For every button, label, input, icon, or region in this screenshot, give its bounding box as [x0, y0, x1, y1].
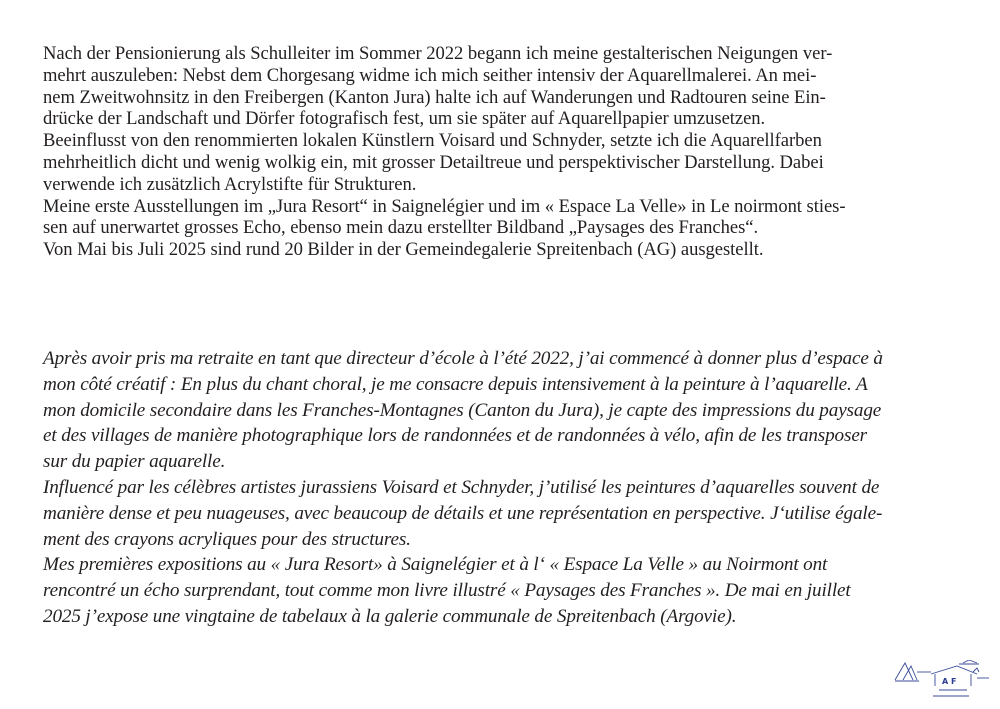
text-line: mon domicile secondaire dans les Franches-Montagnes (Canton du Jura), je capte des impressions du paysage: [43, 399, 882, 421]
text-line: mehrheitlich dicht und wenig wolkig ein, mit grosser Detailtreue und perspektivischer Darstellung. Dabei: [43, 151, 824, 173]
text-line: ment des crayons acryliques pour des structures.: [43, 528, 411, 550]
text-line: Mes premières expositions au « Jura Resort» à Saignelégier et à l‘ « Espace La Velle » au Noirmont ont: [43, 554, 828, 576]
text-line: mon côté créatif : En plus du chant choral, je me consacre depuis intensivement à la peinture à l’aquarelle. A: [43, 373, 868, 395]
text-line: Von Mai bis Juli 2025 sind rund 20 Bilder in der Gemeindegalerie Spreitenbach (AG) ausgestellt.: [43, 239, 764, 261]
text-line: Beeinflusst von den renommierten lokalen Künstlern Voisard und Schnyder, setzte ich die Aquarellfarben: [43, 130, 822, 152]
text-line: manière dense et peu nuageuses, avec beaucoup de détails et une représentation en perspective. J‘utilise égale-: [43, 502, 883, 524]
german-paragraph: [43, 43, 983, 261]
text-line: 2025 j’expose une vingtaine de tabelaux à la galerie communale de Spreitenbach (Argovie).: [43, 605, 737, 627]
text-line: sen auf unerwartet grosses Echo, ebenso mein dazu erstellter Bildband „Paysages des Franches“.: [43, 217, 759, 239]
text-line: et des villages de manière photographique lors de randonnées et de randonnées à vélo, afin de les transposer: [43, 425, 868, 447]
sketch-logo-icon: [893, 660, 993, 704]
french-paragraph: [43, 346, 983, 630]
text-line: rencontré un écho surprendant, tout comme mon livre illustré « Paysages des Franches ». De mai en juillet: [43, 580, 851, 602]
logo-letters: A F: [942, 677, 957, 686]
text-line: drücke der Landschaft und Dörfer fotografisch fest, um sie später auf Aquarellpapier umzusetzen.: [43, 108, 766, 130]
text-line: Meine erste Ausstellungen im „Jura Resort“ in Saignelégier und im « Espace La Velle» in Le noirmont sties-: [43, 195, 846, 217]
text-line: Nach der Pensionierung als Schulleiter im Sommer 2022 begann ich meine gestalterischen Neigungen ver-: [43, 43, 833, 64]
text-line: Influencé par les célèbres artistes jurassiens Voisard et Schnyder, j’utilisé les peintures d’aquarelles souvent de: [43, 476, 880, 498]
text-line: sur du papier aquarelle.: [43, 451, 226, 473]
roof-icon: [931, 666, 977, 674]
text-line: Après avoir pris ma retraite en tant que directeur d’école à l’été 2022, j’ai commencé à donner plus d’espace à: [43, 348, 883, 369]
text-line: verwende ich zusätzlich Acrylstifte für Strukturen.: [43, 173, 417, 195]
text-line: nem Zweitwohnsitz in den Freibergen (Kanton Jura) halte ich auf Wanderungen und Radtouren seine Ein-: [43, 86, 826, 108]
text-line: mehrt auszuleben: Nebst dem Chorgesang widme ich mich seither intensiv der Aquarellmalerei. An mei-: [43, 64, 817, 86]
